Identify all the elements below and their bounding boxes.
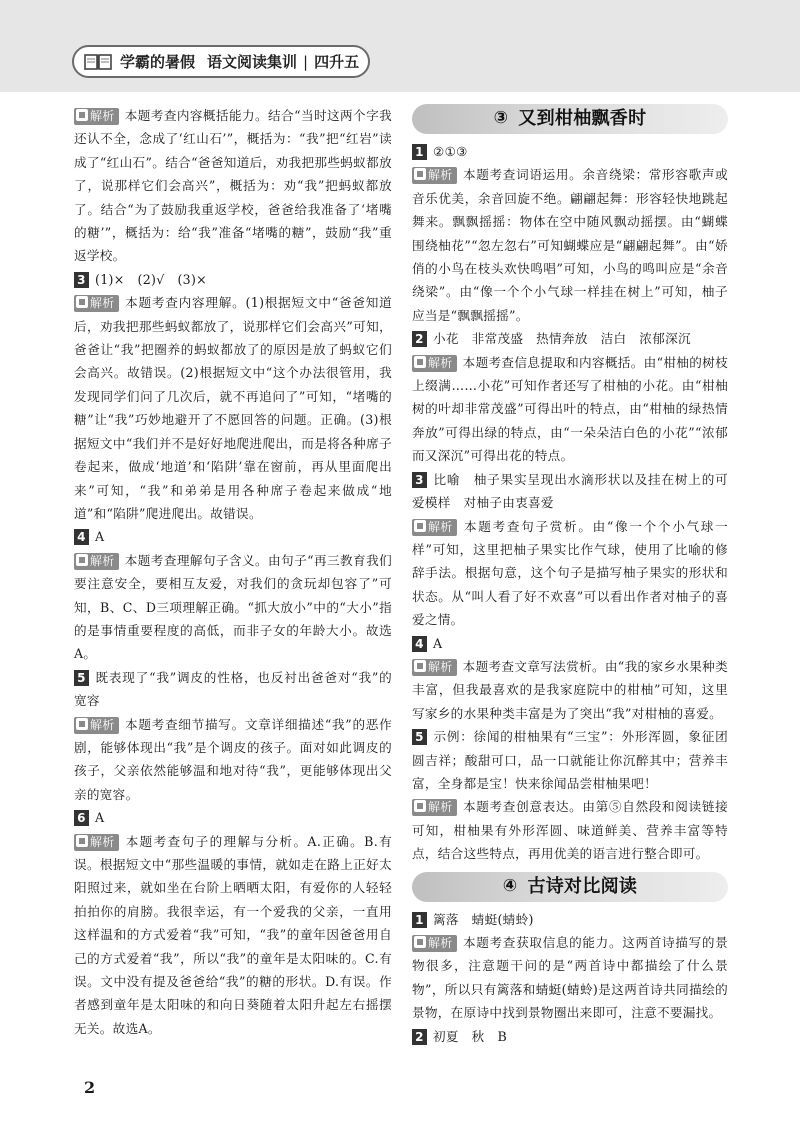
analysis-text: 本题考查细节描写。文章详细描述“我”的恶作剧，能够体现出“我”是个调皮的孩子。面对如此调皮的孩子，父亲依然能够温和地对待“我”，更能够体现出父亲的宽容。	[74, 716, 392, 802]
analysis-text: 本题考查内容概括能力。结合“当时这两个字我还认不全，念成了‘红山石’”，概括为：“我”把“红岩”读成了“红山石”。结合“爸爸知道后，劝我把那些蚂蚁都放了，说那样它们会高兴”，概括为：劝“我”把蚂蚁都放了。结合“为了鼓励我重返学校，爸爸给我准备了‘堵嘴的糖’”，概括为：给“我”准备“堵嘴的糖”，鼓励“我”重返学校。	[74, 108, 392, 264]
analysis-paragraph	[74, 549, 392, 666]
analysis-tag-label: 解析	[428, 936, 453, 950]
question-number: 4	[412, 636, 427, 652]
section-title-3	[412, 104, 728, 134]
analysis-tag	[412, 935, 457, 952]
answer-text: 小花 非常茂盛 热情奔放 洁白 浓郁深沉	[433, 331, 691, 347]
analysis-text: 本题考查内容理解。(1)根据短文中“爸爸知道后，劝我把那些蚂蚁都放了，说那样它们会高兴”可知，爸爸让“我”把圈养的蚂蚁都放了的原因是放了蚂蚁它们会高兴。故错误。(2)根据短文中“这个办法很管用，我发现同学们问了几次后，就不再追问了”可知，“堵嘴的糖”让“我”巧妙地避开了不愿回答的问题。正确。(3)根据短文中“我们并不是好好地爬进爬出，而是将各种席子卷起来，做成‘地道’和‘陷阱’靠在窗前，再从里面爬出来”可知，“我”和弟弟是用各种席子卷起来做成“地道”和“陷阱”爬进爬出。故错误。	[74, 295, 392, 521]
question-number: 3	[412, 472, 427, 488]
analysis-paragraph	[74, 713, 392, 807]
answer-paragraph	[412, 632, 728, 655]
analysis-tag-label: 解析	[428, 168, 453, 183]
analysis-paragraph	[74, 291, 392, 525]
analysis-tag-label: 解析	[90, 834, 115, 849]
series-brand: 学霸的暑假	[120, 53, 196, 71]
question-number: 2	[412, 1029, 427, 1045]
analysis-paragraph	[412, 515, 728, 632]
analysis-text: 本题考查句子的理解与分析。A.正确。B.有误。根据短文中“那些温暖的事情，就如走在路上正好太阳照过来，就如坐在台阶上晒晒太阳，有爱你的人轻轻拍拍你的肩膀。我很幸运，有一个爱我的父亲，一直用这样温和的方式爱着“我”可知，“我”的童年因爸爸用自己的方式爱着“我”，所以“我”的童年是太阳味的。C.有误。文中没有提及爸爸给“我”的糖的形状。D.有误。作者感到童年是太阳味的和向日葵随着太阳升起左右摇摆无关。故选A。	[74, 833, 392, 1036]
question-number: 2	[412, 331, 427, 347]
title-separator: |	[303, 52, 309, 71]
section-heading: 又到柑柚飘香时	[518, 108, 647, 130]
book-title-badge	[72, 45, 370, 78]
analysis-paragraph	[412, 795, 728, 865]
analysis-tag	[412, 167, 457, 184]
section-number: ④	[502, 875, 518, 896]
question-number: 6	[74, 810, 89, 826]
answer-paragraph	[74, 525, 392, 548]
answer-paragraph	[412, 327, 728, 350]
answer-text: A	[433, 635, 443, 651]
analysis-text: 本题考查理解句子含义。由句子“再三教育我们要注意安全，要相互友爱，对我们的贪玩却包容了”可知，B、C、D三项理解正确。“抓大放小”中的“大小”指的是事情重要程度的高低，而非子女的年龄大小。故选A。	[74, 552, 392, 662]
analysis-tag-label: 解析	[90, 296, 115, 311]
section-3-answers	[412, 140, 728, 866]
answer-paragraph	[412, 1025, 728, 1048]
pencil-icon	[414, 660, 426, 672]
pencil-icon	[76, 835, 88, 847]
pencil-icon	[76, 554, 88, 566]
analysis-tag-label: 解析	[90, 717, 115, 732]
answer-text: A	[95, 529, 105, 545]
analysis-text: 本题考查信息提取和内容概括。由“柑柚的树枝上缀满……小花”可知作者还写了柑柚的小花。由“柑柚树的叶却非常茂盛”可得出叶的特点，由“柑柚的绿热情奔放”可得出绿的特点，由“一朵朵洁白色的小花”“浓郁而又深沉”可得出花的特点。	[412, 354, 728, 464]
answer-paragraph	[412, 725, 728, 795]
answer-text: 示例：徐闻的柑柚果有“三宝”：外形浑圆，象征团圆吉祥；酸甜可口，品一口就能让你沉醉其中；营养丰富，全身都是宝！快来徐闻品尝柑柚果吧！	[412, 729, 728, 791]
answer-paragraph	[412, 468, 728, 515]
analysis-paragraph	[412, 351, 728, 468]
analysis-tag-label: 解析	[428, 659, 453, 674]
analysis-tag	[74, 108, 119, 125]
analysis-paragraph	[74, 104, 392, 268]
section-number: ③	[493, 108, 509, 129]
analysis-tag-label: 解析	[428, 355, 453, 370]
pencil-icon	[414, 800, 426, 812]
question-number: 1	[412, 144, 427, 160]
section-heading: 古诗对比阅读	[527, 875, 638, 897]
analysis-paragraph	[412, 163, 728, 327]
analysis-tag-label: 解析	[90, 109, 115, 123]
analysis-text: 本题考查词语运用。余音绕梁：常形容歌声或音乐优美，余音回旋不绝。翩翩起舞：形容轻快地跳起舞来。飘飘摇摇：物体在空中随风飘动摇摆。由“蝴蝶围绕柚花”“忽左忽右”可知蝴蝶应是“翩翩起舞”。由“娇俏的小鸟在枝头欢快鸣唱”可知，小鸟的鸣叫应是“余音绕梁”。由“像一个个小气球一样挂在树上”可知，柚子应当是“飘飘摇摇”。	[412, 167, 728, 323]
answer-text: ②①③	[433, 144, 468, 159]
page-header	[0, 0, 800, 92]
book-name: 语文阅读集训	[207, 53, 298, 71]
analysis-tag	[412, 355, 457, 372]
grade-label: 四升五	[314, 53, 360, 71]
pencil-icon	[414, 356, 426, 368]
question-number: 5	[412, 729, 427, 745]
analysis-tag	[74, 295, 119, 312]
answer-text: (1)× (2)√ (3)×	[95, 271, 208, 287]
analysis-text: 本题考查文章写法赏析。由“我的家乡水果种类丰富，但我最喜欢的是我家庭院中的柑柚”可知，这里写家乡的水果种类丰富是为了突出“我”对柑柚的喜爱。	[412, 658, 728, 721]
answer-text: 初夏 秋 B	[433, 1028, 508, 1044]
pencil-icon	[414, 168, 426, 180]
answer-text: 既表现了“我”调皮的性格，也反衬出爸爸对“我”的宽容	[74, 669, 392, 709]
section-title-4	[412, 872, 728, 902]
right-column	[412, 104, 728, 1048]
question-number: 3	[74, 272, 89, 288]
analysis-tag-label: 解析	[90, 553, 115, 568]
analysis-tag	[412, 799, 457, 816]
answer-paragraph	[412, 908, 728, 931]
analysis-paragraph	[412, 931, 728, 1025]
analysis-tag-label: 解析	[428, 519, 453, 534]
question-number: 1	[412, 912, 427, 928]
analysis-tag	[412, 659, 457, 676]
answer-paragraph	[74, 666, 392, 713]
left-column	[74, 104, 392, 1040]
analysis-tag	[74, 553, 119, 570]
answer-paragraph	[74, 806, 392, 829]
answer-paragraph	[74, 268, 392, 291]
question-number: 5	[74, 670, 89, 686]
analysis-paragraph	[412, 655, 728, 725]
question-number: 4	[74, 529, 89, 545]
pencil-icon	[76, 296, 88, 308]
page-number: 2	[84, 1078, 96, 1097]
section-4-answers	[412, 908, 728, 1048]
analysis-tag	[74, 834, 119, 851]
pencil-icon	[76, 109, 88, 121]
pencil-icon	[76, 718, 88, 730]
analysis-text: 本题考查创意表达。由第⑤自然段和阅读链接可知，柑柚果有外形浑圆、味道鲜美、营养丰富等特点，结合这些特点，再用优美的语言进行整合即可。	[412, 799, 728, 862]
pencil-icon	[414, 936, 426, 948]
answer-text: A	[95, 810, 105, 826]
open-book-icon	[84, 53, 112, 71]
answer-text: 比喻 柚子果实呈现出水滴形状以及挂在树上的可爱模样 对柚子由衷喜爱	[412, 471, 728, 511]
analysis-paragraph	[74, 830, 392, 1041]
answer-text: 篱落 蜻蜓(蜻蛉)	[433, 911, 534, 927]
analysis-tag	[412, 519, 457, 536]
analysis-tag	[74, 717, 119, 734]
pencil-icon	[414, 520, 426, 532]
answer-paragraph	[412, 140, 728, 163]
analysis-tag-label: 解析	[428, 800, 453, 815]
analysis-text: 本题考查获取信息的能力。这两首诗描写的景物很多，注意题干问的是“两首诗中都描绘了什么景物”，所以只有篱落和蜻蜓(蜻蛉)是这两首诗共同描绘的景物，在原诗中找到景物圈出来即可，注意不要漏找。	[412, 935, 728, 1021]
analysis-text: 本题考查句子赏析。由“像一个个小气球一样”可知，这里把柚子果实比作气球，使用了比喻的修辞手法。根据句意，这个句子是描写柚子果实的形状和状态。从“叫人看了好不欢喜”可以看出作者对柚子的喜爱之情。	[412, 518, 728, 628]
